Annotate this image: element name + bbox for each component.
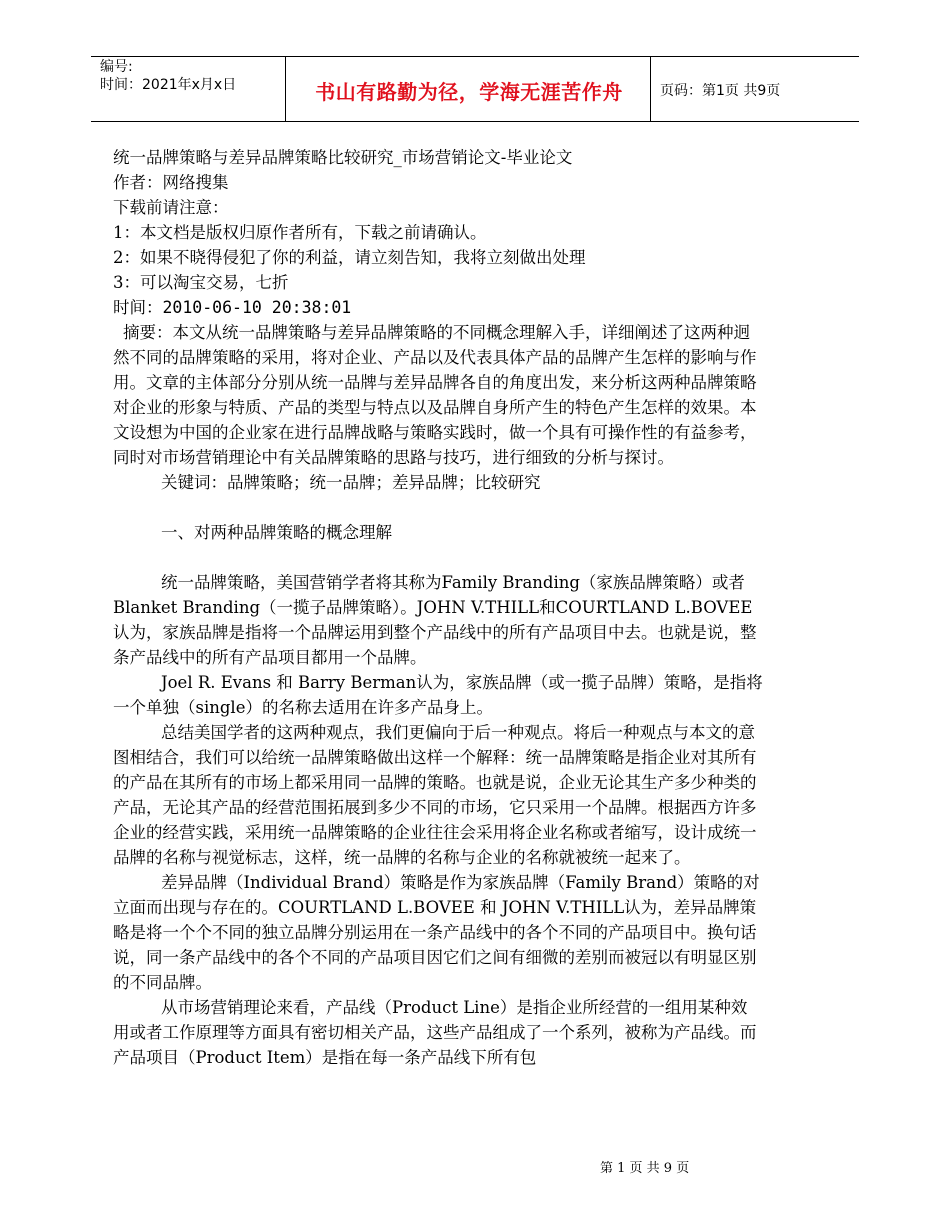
header-motto: 书山有路勤为径，学海无涯苦作舟	[315, 80, 623, 104]
header-bottom-rule	[91, 121, 859, 122]
keywords-line: 关键词：品牌策略；统一品牌；差异品牌；比较研究	[161, 473, 541, 492]
section-heading: 一、对两种品牌策略的概念理解	[161, 523, 392, 542]
body-paragraph: 统一品牌策略，美国营销学者将其称为Family Branding（家族品牌策略）或者Blanket Branding（一揽子品牌策略）。JOHN V.THILL和COURTLAND L.BOVEE认为，家族品牌是指将一个品牌运用到整个产品线中的所有产品项目中去。也就是说，整条产品线中的所有产品项目都用一个品牌。	[113, 573, 757, 667]
author-line: 作者：网络搜集	[113, 173, 229, 192]
page-footer: 第 1 页 共 9 页	[600, 1161, 690, 1176]
body-paragraph: 总结美国学者的这两种观点，我们更偏向于后一种观点。将后一种观点与本文的意图相结合，我们可以给统一品牌策略做出这样一个解释：统一品牌策略是指企业对其所有的产品在其所有的市场上都采用同一品牌的策略。也就是说，企业无论其生产多少种类的产品，无论其产品的经营范围拓展到多少不同的市场，它只采用一个品牌。根据西方许多企业的经营实践，采用统一品牌策略的企业往往会采用将企业名称或者缩写，设计成统一品牌的名称与视觉标志，这样，统一品牌的名称与企业的名称就被统一起来了。	[113, 723, 757, 867]
body-paragraph: 差异品牌（Individual Brand）策略是作为家族品牌（Family Brand）策略的对立面而出现与存在的。COURTLAND L.BOVEE 和 JOHN V.THILL认为，差异品牌策略是将一个个不同的独立品牌分别运用在一条产品线中的各个不同的产品项目中。换句话说，同一条产品线中的各个不同的产品项目因它们之间有细微的差别而被冠以有明显区别的不同品牌。	[113, 873, 760, 992]
serial-label: 编号:	[100, 59, 133, 75]
abstract-paragraph: 摘要：本文从统一品牌策略与差异品牌策略的不同概念理解入手，详细阐述了这两种迥然不同的品牌策略的采用，将对企业、产品以及代表具体产品的品牌产生怎样的影响与作用。文章的主体部分分别从统一品牌与差异品牌各自的角度出发，来分析这两种品牌策略对企业的形象与特质、产品的类型与特点以及品牌自身所产生的特色产生怎样的效果。本文设想为中国的企业家在进行品牌战略与策略实践时，做一个具有可操作性的有益参考，同时对市场营销理论中有关品牌策略的思路与技巧，进行细致的分析与探讨。	[113, 323, 757, 467]
notice-item: 3：可以淘宝交易，七折	[113, 273, 289, 292]
header-divider-right	[650, 56, 651, 122]
notice-heading: 下载前请注意：	[113, 198, 229, 217]
header-page-info: 页码：第1页 共9页	[660, 83, 781, 99]
notice-item: 1：本文档是版权归原作者所有，下载之前请确认。	[113, 223, 487, 242]
notice-item: 2：如果不晓得侵犯了你的利益，请立刻告知，我将立刻做出处理	[113, 248, 586, 267]
header-left-block	[100, 58, 236, 94]
header-top-rule	[91, 56, 859, 57]
blank-line	[113, 545, 763, 570]
document-title: 统一品牌策略与差异品牌策略比较研究_市场营销论文-毕业论文	[113, 148, 573, 167]
body-paragraph: 从市场营销理论来看，产品线（Product Line）是指企业所经营的一组用某种效用或者工作原理等方面具有密切相关产品，这些产品组成了一个系列，被称为产品线。而产品项目（Product Item）是指在每一条产品线下所有包	[113, 998, 757, 1067]
timestamp-line: 时间：2010-06-10 20:38:01	[113, 298, 352, 317]
body-paragraph: Joel R. Evans 和 Barry Berman认为，家族品牌（或一揽子品牌）策略，是指将一个单独（single）的名称去适用在许多产品身上。	[113, 673, 763, 717]
document-body	[113, 145, 763, 1070]
time-label: 时间：2021年x月x日	[100, 77, 237, 93]
blank-line	[113, 495, 763, 520]
header-divider-left	[285, 56, 286, 122]
